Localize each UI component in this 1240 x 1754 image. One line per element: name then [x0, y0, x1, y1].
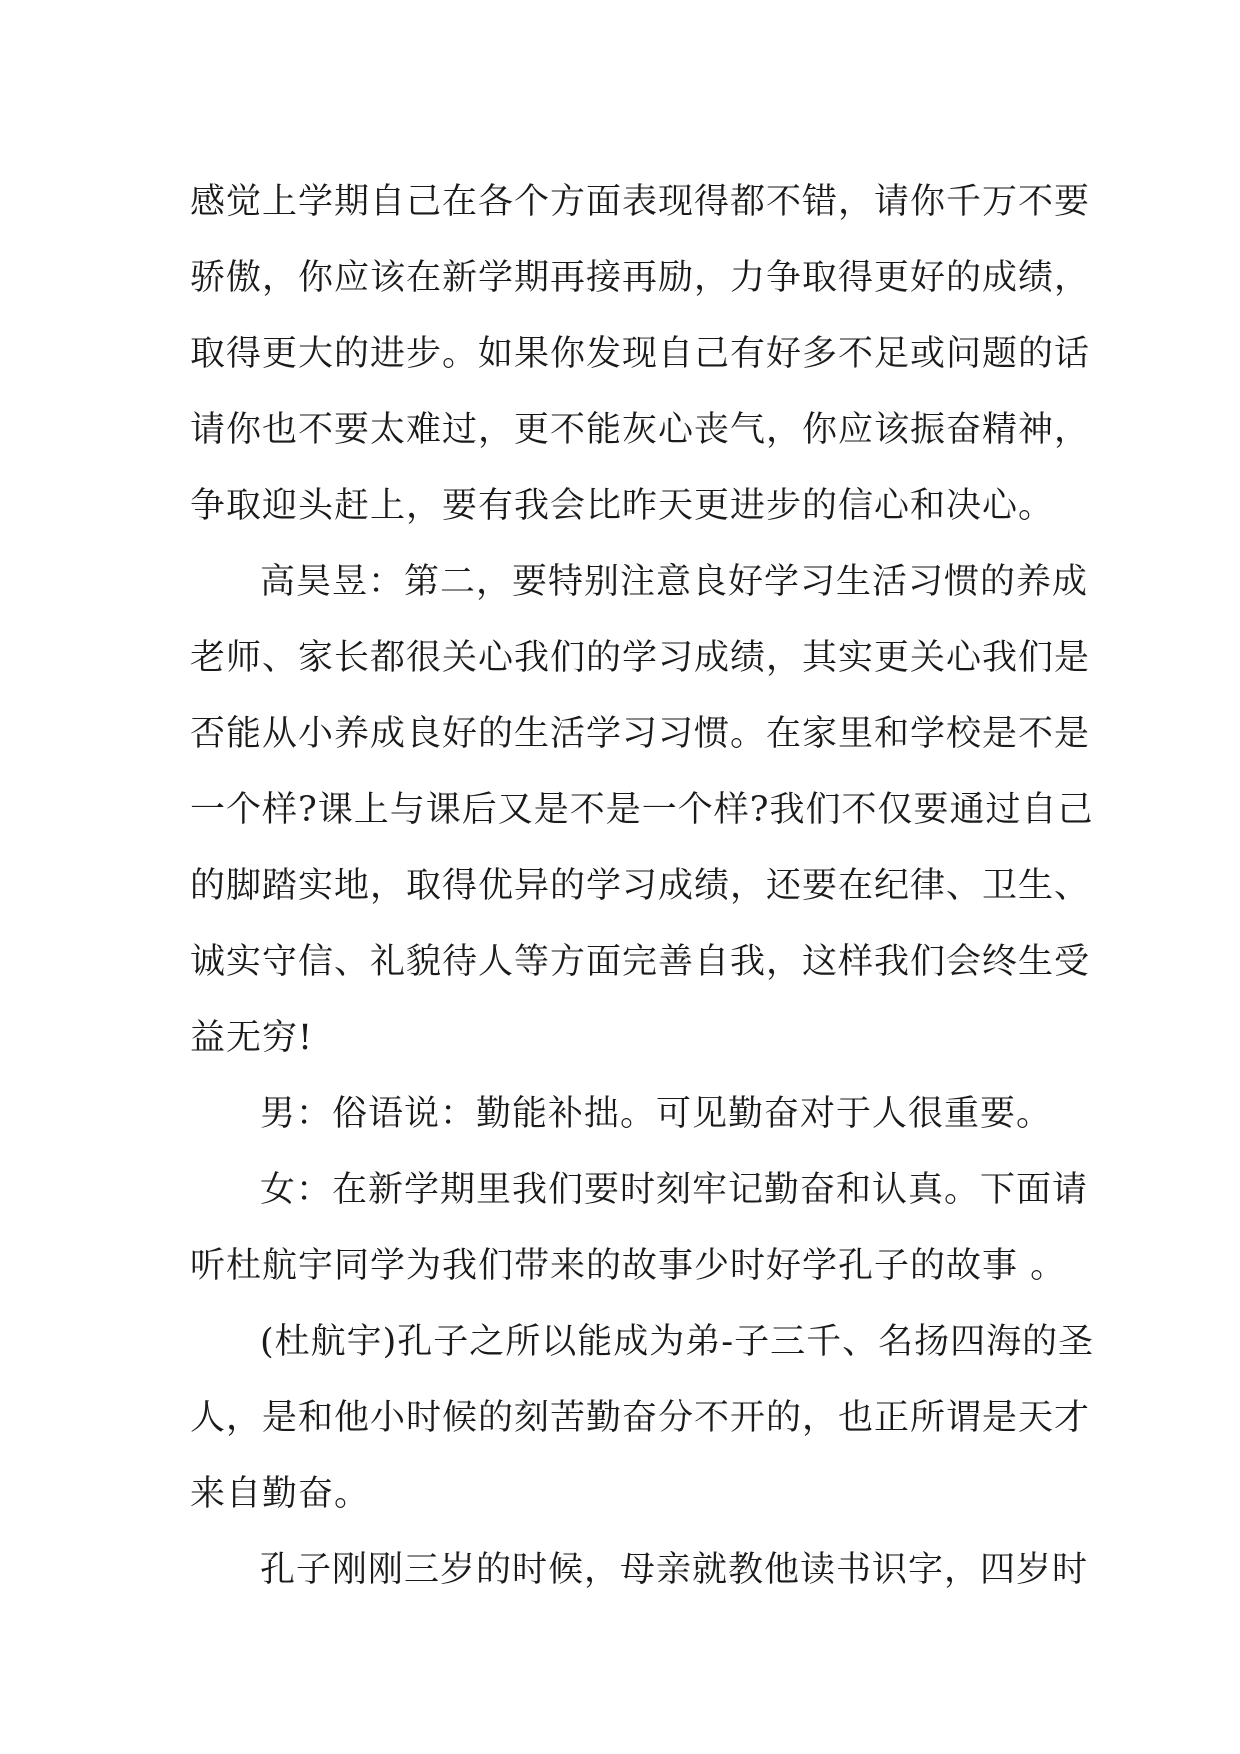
text-line: 益无穷! [190, 1018, 314, 1058]
text-line: 否能从小养成良好的生活学习习惯。在家里和学校是不是 [190, 714, 1091, 754]
text-line: 骄傲，你应该在新学期再接再励，力争取得更好的成绩， [190, 258, 1091, 298]
text-line: 老师、家长都很关心我们的学习成绩，其实更关心我们是 [190, 638, 1091, 678]
text-line: 感觉上学期自己在各个方面表现得都不错，请你千万不要 [190, 182, 1091, 222]
text-line: 请你也不要太难过，更不能灰心丧气，你应该振奋精神， [190, 410, 1091, 450]
text-line: 争取迎头赶上，要有我会比昨天更进步的信心和决心。 [190, 486, 1055, 526]
text-line: 诚实守信、礼貌待人等方面完善自我，这样我们会终生受 [190, 942, 1091, 982]
text-line: 女：在新学期里我们要时刻牢记勤奋和认真。下面请 [260, 1170, 1089, 1210]
body-text [190, 164, 1095, 1608]
text-line: 的脚踏实地，取得优异的学习成绩，还要在纪律、卫生、 [190, 866, 1091, 906]
text-line: 高昊昱：第二，要特别注意良好学习生活习惯的养成 [260, 562, 1089, 602]
text-line: 人，是和他小时候的刻苦勤奋分不开的，也正所谓是天才 [190, 1398, 1091, 1438]
text-line: 听杜航宇同学为我们带来的故事少时好学孔子的故事 。 [190, 1246, 1067, 1286]
text-line: 来自勤奋。 [190, 1474, 371, 1514]
text-line: 孔子刚刚三岁的时候，母亲就教他读书识字，四岁时 [260, 1550, 1089, 1590]
text-line: 取得更大的进步。如果你发现自己有好多不足或问题的话 [190, 334, 1091, 374]
text-line: 男：俗语说：勤能补拙。可见勤奋对于人很重要。 [260, 1094, 1053, 1134]
text-line: (杜航宇)孔子之所以能成为弟-子三千、名扬四海的圣 [260, 1322, 1095, 1362]
text-line: 一个样?课上与课后又是不是一个样?我们不仅要通过自己 [190, 790, 1094, 830]
